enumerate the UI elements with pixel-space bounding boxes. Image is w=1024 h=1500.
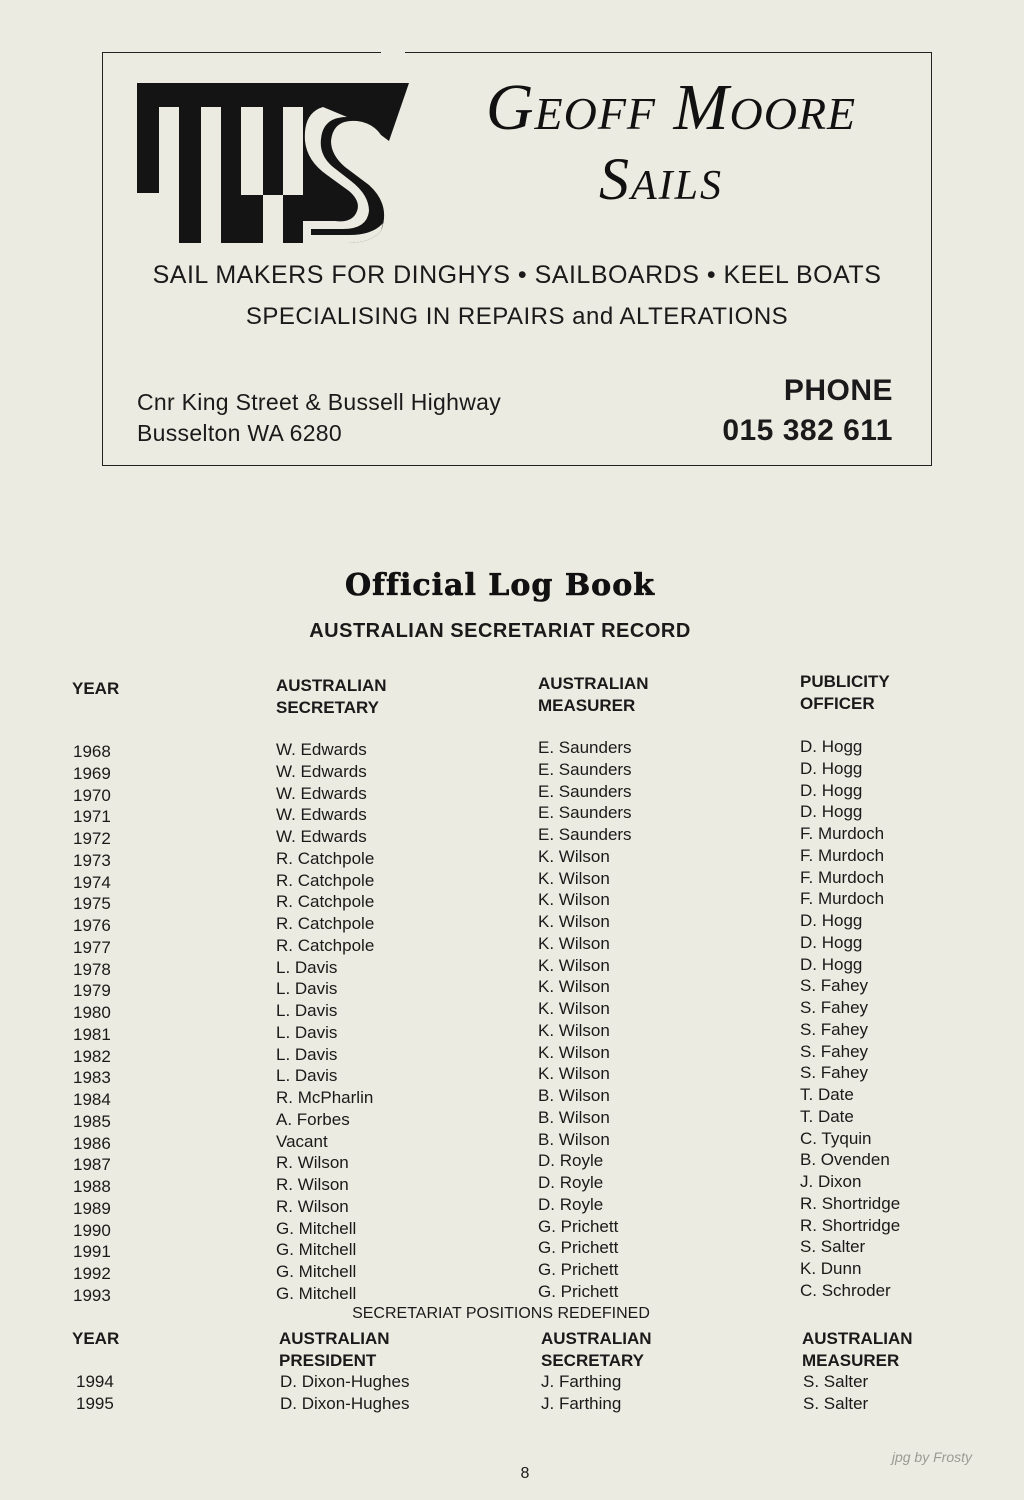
t1rows-year-cell: 1989 (73, 1198, 111, 1218)
t1rows-publicity-cell: D. Hogg (800, 758, 863, 778)
t1rows-measurer-cell: K. Wilson (538, 1020, 610, 1040)
t1rows-year-cell: 1970 (73, 785, 111, 805)
t1rows-secretary-cell: L. Davis (276, 1001, 338, 1020)
t1rows-publicity-cell: F. Murdoch (800, 867, 885, 887)
header-publicity (800, 671, 890, 715)
t1rows-secretary-cell: W. Edwards (276, 740, 367, 759)
t1rows-secretary-cell: R. Wilson (276, 1153, 349, 1173)
t1rows-year-cell: 1986 (73, 1133, 111, 1153)
t1rows-publicity-cell: D. Hogg (800, 911, 863, 930)
t1rows-measurer-cell: K. Wilson (538, 999, 610, 1018)
t1rows-secretary-cell: Vacant (276, 1131, 328, 1151)
t1rows-publicity-cell: D. Hogg (800, 780, 863, 800)
t1rows-year-cell: 1987 (73, 1155, 111, 1175)
t1rows-measurer-cell: K. Wilson (538, 868, 610, 888)
header-year (72, 678, 119, 700)
t1rows-year-cell: 1972 (73, 829, 111, 848)
header-publicity-line2: OFFICER (800, 694, 875, 713)
t1rows-measurer-cell: G. Prichett (538, 1238, 619, 1258)
t1rows-publicity-cell: S. Fahey (800, 1041, 869, 1061)
t1rows-year-cell: 1976 (73, 916, 111, 935)
t1rows-year-cell: 1984 (73, 1090, 111, 1109)
t1rows-year-cell: 1992 (73, 1264, 111, 1283)
t1rows-measurer-cell: E. Saunders (538, 738, 632, 757)
t2rows-president-cell: D. Dixon-Hughes (280, 1372, 410, 1391)
brand-line-1: Geoff Moore (485, 71, 857, 144)
t1rows-measurer-cell: D. Royle (538, 1151, 604, 1171)
t1rows-secretary-cell: G. Mitchell (276, 1262, 357, 1281)
ad-address (137, 387, 501, 449)
t1rows-publicity-cell: K. Dunn (800, 1259, 862, 1278)
header2-secretary-line1: AUSTRALIAN (541, 1329, 652, 1348)
border-gap (381, 50, 405, 56)
address-line-2: Busselton WA 6280 (137, 420, 342, 446)
t1rows-secretary-cell: L. Davis (276, 979, 338, 999)
t1rows-publicity-cell: B. Ovenden (800, 1150, 890, 1170)
t1rows-publicity-cell: D. Hogg (800, 802, 863, 822)
t1rows-publicity-cell: F. Murdoch (800, 824, 885, 843)
t1rows-secretary-cell: L. Davis (276, 1066, 338, 1086)
header-measurer-line2: MEASURER (538, 696, 636, 715)
header2-measurer-line1: AUSTRALIAN (802, 1329, 913, 1348)
t1rows-publicity-cell: S. Fahey (800, 976, 869, 996)
phone-label: PHONE (783, 374, 893, 407)
header2-year (72, 1328, 119, 1350)
t1rows-measurer-cell: D. Royle (538, 1173, 604, 1192)
t1rows-publicity-cell: T. Date (800, 1085, 854, 1104)
ad-tagline-1: SAIL MAKERS FOR DINGHYS • SAILBOARDS • KEEL BOATS (152, 261, 882, 289)
t1rows-publicity-cell: D. Hogg (800, 932, 863, 952)
header2-secretary (541, 1328, 652, 1372)
t1rows-publicity-cell: C. Schroder (800, 1280, 891, 1300)
t1rows-secretary-cell: R. Catchpole (276, 892, 375, 912)
gms-logo (137, 83, 409, 243)
header-measurer (538, 673, 649, 717)
t1rows-publicity-cell: D. Hogg (800, 737, 863, 756)
t1rows-secretary-cell: W. Edwards (276, 783, 367, 803)
header-year-line1: YEAR (72, 679, 120, 698)
t1rows-secretary-cell: L. Davis (276, 1022, 338, 1042)
page-subtitle: AUSTRALIAN SECRETARIAT RECORD (309, 620, 691, 642)
advertisement-box (102, 52, 932, 466)
t1rows-year-cell: 1973 (73, 850, 111, 870)
t1rows-year-cell: 1969 (73, 763, 111, 783)
t1rows-publicity-cell: S. Salter (800, 1237, 866, 1257)
t1rows-secretary-cell: L. Davis (276, 957, 338, 977)
t1rows-measurer-cell: B. Wilson (538, 1129, 610, 1149)
t1rows-secretary-cell: R. McPharlin (276, 1088, 374, 1107)
redefined-note: SECRETARIAT POSITIONS REDEFINED (352, 1305, 650, 1322)
t1rows-year-cell: 1968 (73, 742, 111, 761)
t1rows-secretary-cell: A. Forbes (276, 1109, 350, 1129)
t1rows-measurer-cell: B. Wilson (538, 1107, 610, 1127)
header-publicity-line1: PUBLICITY (800, 672, 890, 691)
header2-year-line1: YEAR (72, 1329, 120, 1348)
t1rows-secretary-cell: W. Edwards (276, 827, 367, 846)
t1rows-measurer-cell: K. Wilson (538, 1042, 610, 1062)
t1rows-publicity-cell: S. Fahey (800, 1019, 869, 1039)
t2rows-president-cell: D. Dixon-Hughes (280, 1394, 410, 1413)
t1rows-year-cell: 1985 (73, 1111, 111, 1131)
t1rows-measurer-cell: K. Wilson (538, 955, 610, 975)
header-secretary-line2: SECRETARY (276, 698, 379, 717)
header2-president (279, 1328, 390, 1372)
header2-measurer-line2: MEASURER (802, 1351, 900, 1370)
t1rows-year-cell: 1977 (73, 937, 111, 957)
t2rows-year-cell: 1995 (76, 1394, 114, 1413)
t1rows-secretary-cell: R. Catchpole (276, 848, 375, 868)
t1rows-measurer-cell: G. Prichett (538, 1216, 619, 1236)
header2-measurer (802, 1328, 913, 1372)
t1rows-measurer-cell: G. Prichett (538, 1260, 619, 1279)
t1rows-publicity-cell: F. Murdoch (800, 889, 885, 909)
t1rows-measurer-cell: E. Saunders (538, 759, 632, 779)
header-secretary (276, 675, 387, 719)
t2rows-measurer-cell: S. Salter (803, 1394, 869, 1413)
t2rows-secretary-cell: J. Farthing (541, 1372, 622, 1391)
phone-number: 015 382 611 (722, 414, 893, 447)
t1rows-secretary-cell: R. Catchpole (276, 935, 375, 955)
t1rows-year-cell: 1983 (73, 1068, 111, 1088)
t1rows-year-cell: 1974 (73, 872, 111, 892)
t1rows-secretary-cell: R. Catchpole (276, 870, 375, 890)
t1rows-measurer-cell: G. Prichett (538, 1281, 619, 1301)
t1rows-publicity-cell: R. Shortridge (800, 1215, 901, 1235)
t1rows-publicity-cell: R. Shortridge (800, 1193, 901, 1213)
header-measurer-line1: AUSTRALIAN (538, 674, 649, 693)
t1rows-measurer-cell: K. Wilson (538, 933, 610, 953)
ad-tagline-2: SPECIALISING IN REPAIRS and ALTERATIONS (245, 303, 789, 330)
t2rows-secretary-cell: J. Farthing (541, 1394, 622, 1413)
t1rows-publicity-cell: C. Tyquin (800, 1128, 872, 1148)
t1rows-measurer-cell: K. Wilson (538, 977, 610, 997)
t1rows-secretary-cell: G. Mitchell (276, 1283, 357, 1303)
t1rows-secretary-cell: W. Edwards (276, 805, 367, 825)
t1rows-publicity-cell: J. Dixon (800, 1172, 862, 1191)
t1rows-year-cell: 1982 (73, 1046, 111, 1066)
t1rows-year-cell: 1980 (73, 1003, 111, 1022)
t1rows-secretary-cell: G. Mitchell (276, 1218, 357, 1238)
t1rows-year-cell: 1975 (73, 894, 111, 914)
t1rows-year-cell: 1990 (73, 1220, 111, 1240)
t1rows-year-cell: 1993 (73, 1285, 111, 1305)
brand-line-2: Sails (599, 146, 723, 212)
t1rows-secretary-cell: G. Mitchell (276, 1240, 357, 1260)
t1rows-year-cell: 1978 (73, 959, 111, 979)
t1rows-publicity-cell: D. Hogg (800, 954, 863, 974)
t1rows-year-cell: 1988 (73, 1177, 111, 1196)
t1rows-measurer-cell: K. Wilson (538, 1064, 610, 1084)
t1rows-measurer-cell: E. Saunders (538, 803, 632, 823)
t1rows-year-cell: 1971 (73, 807, 111, 827)
t1rows-measurer-cell: E. Saunders (538, 781, 632, 801)
address-line-1: Cnr King Street & Bussell Highway (137, 389, 501, 415)
t1rows-publicity-cell: T. Date (800, 1106, 854, 1126)
t1rows-measurer-cell: K. Wilson (538, 890, 610, 910)
t1rows-year-cell: 1991 (73, 1242, 111, 1262)
t1rows-secretary-cell: R. Wilson (276, 1196, 349, 1216)
t1rows-publicity-cell: F. Murdoch (800, 845, 885, 865)
t1rows-measurer-cell: E. Saunders (538, 825, 632, 844)
t1rows-year-cell: 1981 (73, 1024, 111, 1044)
t1rows-secretary-cell: R. Wilson (276, 1175, 349, 1194)
t1rows-publicity-cell: S. Fahey (800, 1063, 869, 1083)
t1rows-secretary-cell: R. Catchpole (276, 914, 375, 933)
t1rows-measurer-cell: K. Wilson (538, 912, 610, 931)
t1rows-publicity-cell: S. Fahey (800, 998, 869, 1017)
header2-president-line2: PRESIDENT (279, 1351, 377, 1370)
scan-credit: jpg by Frosty (891, 1449, 972, 1465)
t1rows-measurer-cell: K. Wilson (538, 846, 610, 866)
brand-name (421, 71, 921, 212)
t1rows-measurer-cell: D. Royle (538, 1194, 604, 1214)
t2rows-year-cell: 1994 (76, 1372, 114, 1391)
t1rows-secretary-cell: W. Edwards (276, 761, 367, 781)
header2-president-line1: AUSTRALIAN (279, 1329, 390, 1348)
page-title: Official Log Book (345, 568, 655, 603)
header2-secretary-line2: SECRETARY (541, 1351, 644, 1370)
t2rows-measurer-cell: S. Salter (803, 1372, 869, 1391)
header-secretary-line1: AUSTRALIAN (276, 676, 387, 695)
page-number: 8 (520, 1465, 530, 1482)
t1rows-year-cell: 1979 (73, 981, 111, 1001)
t1rows-measurer-cell: B. Wilson (538, 1086, 610, 1105)
t1rows-secretary-cell: L. Davis (276, 1044, 338, 1064)
ad-phone (722, 371, 893, 451)
